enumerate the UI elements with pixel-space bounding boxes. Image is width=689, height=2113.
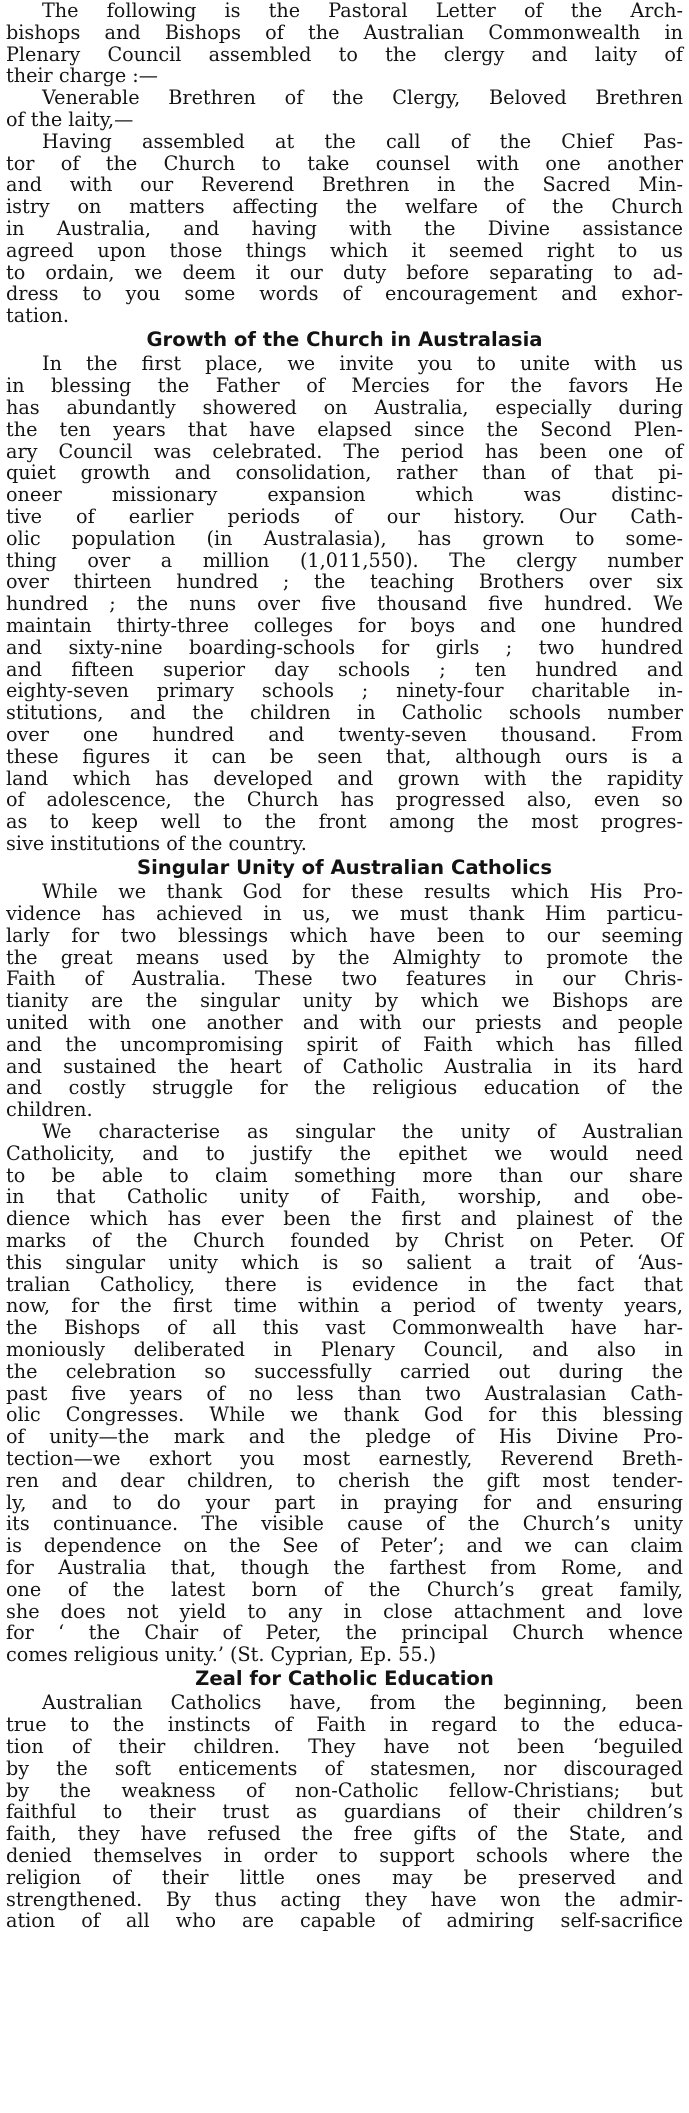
- text-line: olic population (in Australasia), has grown to some-: [6, 526, 683, 550]
- section-growth: [6, 327, 683, 855]
- text-line: tation.: [6, 304, 70, 328]
- text-line: Catholicity, and to justify the epithet we would need: [6, 1141, 683, 1165]
- text-line: The following is the Pastoral Letter of the Arch-: [42, 0, 683, 22]
- text-line: tianity are the singular unity by which we Bishops are: [6, 989, 683, 1013]
- text-line: quiet growth and consolidation, rather than of that pi-: [6, 461, 683, 485]
- text-line: stitutions, and the children in Catholic schools number: [6, 701, 683, 725]
- text-line: this singular unity which is so salient a trait of ‘Aus-: [6, 1250, 683, 1274]
- text-line: for Australia that, though the farthest from Rome, and: [6, 1555, 683, 1579]
- text-line: larly for two blessings which have been to our seeming: [6, 923, 683, 947]
- text-line: Australian Catholics have, from the beginning, been: [42, 1691, 683, 1715]
- text-line: ren and dear children, to cherish the gift most tender-: [6, 1468, 683, 1492]
- text-line: tection—we exhort you most earnestly, Reverend Breth-: [6, 1447, 683, 1470]
- text-line: faithful to their trust as guardians of their children’s: [6, 1800, 683, 1824]
- text-line: agreed upon those things which it seemed right to us: [6, 238, 683, 262]
- text-line: Having assembled at the call of the Chief Pas-: [42, 129, 683, 153]
- text-line: for ‘ the Chair of Peter, the principal Church whence: [6, 1621, 683, 1645]
- text-line: by the weakness of non-Catholic fellow-Christians; but: [6, 1778, 683, 1802]
- text-line: to ordain, we deem it our duty before separating to ad-: [6, 260, 683, 284]
- text-line: ary Council was celebrated. The period has been one of: [6, 439, 683, 463]
- text-line: now, for the first time within a period of twenty years,: [6, 1294, 683, 1318]
- text-line: in that Catholic unity of Faith, worship, and obe-: [6, 1185, 683, 1209]
- text-line: the great means used by the Almighty to promote the: [6, 945, 683, 969]
- text-line: ly, and to do your part in praying for and ensuring: [6, 1490, 683, 1514]
- section-unity: [6, 855, 683, 1666]
- text-line: religion of their little ones may be preserved and: [6, 1865, 683, 1889]
- text-line: the celebration so successfully carried out during the: [6, 1359, 683, 1383]
- article-column: [6, 0, 683, 1932]
- text-line: hundred ; the nuns over five thousand five hundred. We: [6, 592, 683, 616]
- text-line: Faith of Australia. These two features in our Chris-: [6, 967, 683, 991]
- text-line: marks of the Church founded by Christ on Peter. Of: [6, 1229, 683, 1253]
- text-line: in Australia, and having with the Divine assistance: [6, 216, 683, 240]
- opening-paragraph: [6, 131, 683, 327]
- text-line: denied themselves in order to support schools where the: [6, 1844, 683, 1868]
- text-line: by the soft enticements of statesmen, nor discouraged: [6, 1756, 683, 1780]
- text-line: ation of all who are capable of admiring self-sacrifice: [6, 1909, 683, 1933]
- text-line: oneer missionary expansion which was distinc-: [6, 483, 683, 507]
- text-line: to be able to claim something more than our share: [6, 1163, 683, 1187]
- text-line: land which has developed and grown with the rapidity: [6, 766, 683, 790]
- text-line: tralian Catholicy, there is evidence in the fact that: [6, 1272, 683, 1296]
- text-line: of adolescence, the Church has progressed also, even so: [6, 788, 683, 812]
- text-line: Venerable Brethren of the Clergy, Beloved Brethren: [42, 86, 683, 110]
- text-line: maintain thirty-three colleges for boys and one hundred: [6, 614, 683, 638]
- text-line: vidence has achieved in us, we must thank Him particu-: [6, 902, 683, 926]
- text-line: bishops and Bishops of the Australian Commonwealth in: [6, 20, 683, 44]
- text-line: and the uncompromising spirit of Faith which has filled: [6, 1032, 683, 1056]
- text-line: We characterise as singular the unity of Australian: [42, 1120, 683, 1144]
- text-line: children.: [6, 1098, 93, 1122]
- section-education: [6, 1666, 683, 1932]
- text-line: and fifteen superior day schools ; ten hundred and: [6, 657, 683, 681]
- text-line: istry on matters affecting the welfare of the Church: [6, 195, 683, 219]
- text-line: the Bishops of all this vast Commonwealth have har-: [6, 1316, 683, 1340]
- text-line: over thirteen hundred ; the teaching Brothers over six: [6, 570, 683, 594]
- text-line: is dependence on the See of Peter’; and we can claim: [6, 1534, 683, 1558]
- text-line: faith, they have refused the free gifts of the State, and: [6, 1822, 683, 1846]
- text-line: has abundantly showered on Australia, especially during: [6, 396, 683, 420]
- text-line: the ten years that have elapsed since the Second Plen-: [6, 417, 683, 441]
- text-line: strengthened. By thus acting they have won the admir-: [6, 1887, 683, 1911]
- section-heading: Zeal for Catholic Education: [195, 1666, 494, 1690]
- text-line: olic Congresses. While we thank God for this blessing: [6, 1403, 683, 1427]
- text-line: dress to you some words of encouragement and exhor-: [6, 282, 683, 306]
- text-line: one of the latest born of the Church’s great family,: [6, 1577, 683, 1601]
- text-line: as to keep well to the front among the most progres-: [6, 810, 683, 834]
- text-line: these figures it can be seen that, although ours is a: [6, 744, 683, 768]
- text-line: eighty-seven primary schools ; ninety-four charitable in-: [6, 679, 683, 703]
- text-line: true to the instincts of Faith in regard to the educa-: [6, 1713, 683, 1737]
- text-line: over one hundred and twenty-seven thousand. From: [6, 723, 683, 746]
- text-line: their charge :—: [6, 64, 158, 88]
- text-line: In the first place, we invite you to unite with us: [42, 352, 683, 376]
- text-line: and with our Reverend Brethren in the Sacred Min-: [6, 173, 683, 197]
- text-line: past five years of no less than two Australasian Cath-: [6, 1381, 683, 1405]
- text-line: and sixty-nine boarding-schools for girls ; two hundred: [6, 635, 683, 659]
- text-line: of unity—the mark and the pledge of His Divine Pro-: [6, 1425, 683, 1449]
- salutation-paragraph: [6, 87, 683, 131]
- text-line: she does not yield to any in close attachment and love: [6, 1599, 683, 1623]
- text-line: tion of their children. They have not been ‘beguiled: [6, 1735, 683, 1759]
- text-line: tive of earlier periods of our history. Our Cath-: [6, 505, 683, 529]
- text-line: sive institutions of the country.: [6, 831, 307, 855]
- text-line: thing over a million (1,011,550). The clergy number: [6, 548, 683, 572]
- text-line: and costly struggle for the religious education of the: [6, 1076, 683, 1100]
- text-line: moniously deliberated in Plenary Council, and also in: [6, 1338, 683, 1362]
- text-line: its continuance. The visible cause of the Church’s unity: [6, 1512, 683, 1536]
- text-line: tor of the Church to take counsel with one another: [6, 151, 683, 175]
- text-line: Plenary Council assembled to the clergy and laity of: [6, 42, 683, 66]
- intro-paragraph: [6, 0, 683, 87]
- text-line: in blessing the Father of Mercies for the favors He: [6, 374, 683, 398]
- text-line: While we thank God for these results which His Pro-: [42, 880, 683, 904]
- text-line: of the laity,—: [6, 107, 134, 131]
- text-line: dience which has ever been the first and plainest of the: [6, 1207, 683, 1231]
- section-heading: Growth of the Church in Australasia: [146, 327, 543, 351]
- text-line: and sustained the heart of Catholic Australia in its hard: [6, 1054, 683, 1078]
- text-line: comes religious unity.’ (St. Cyprian, Ep. 55.): [6, 1643, 437, 1667]
- section-heading: Singular Unity of Australian Catholics: [136, 855, 553, 879]
- text-line: united with one another and with our priests and people: [6, 1011, 683, 1035]
